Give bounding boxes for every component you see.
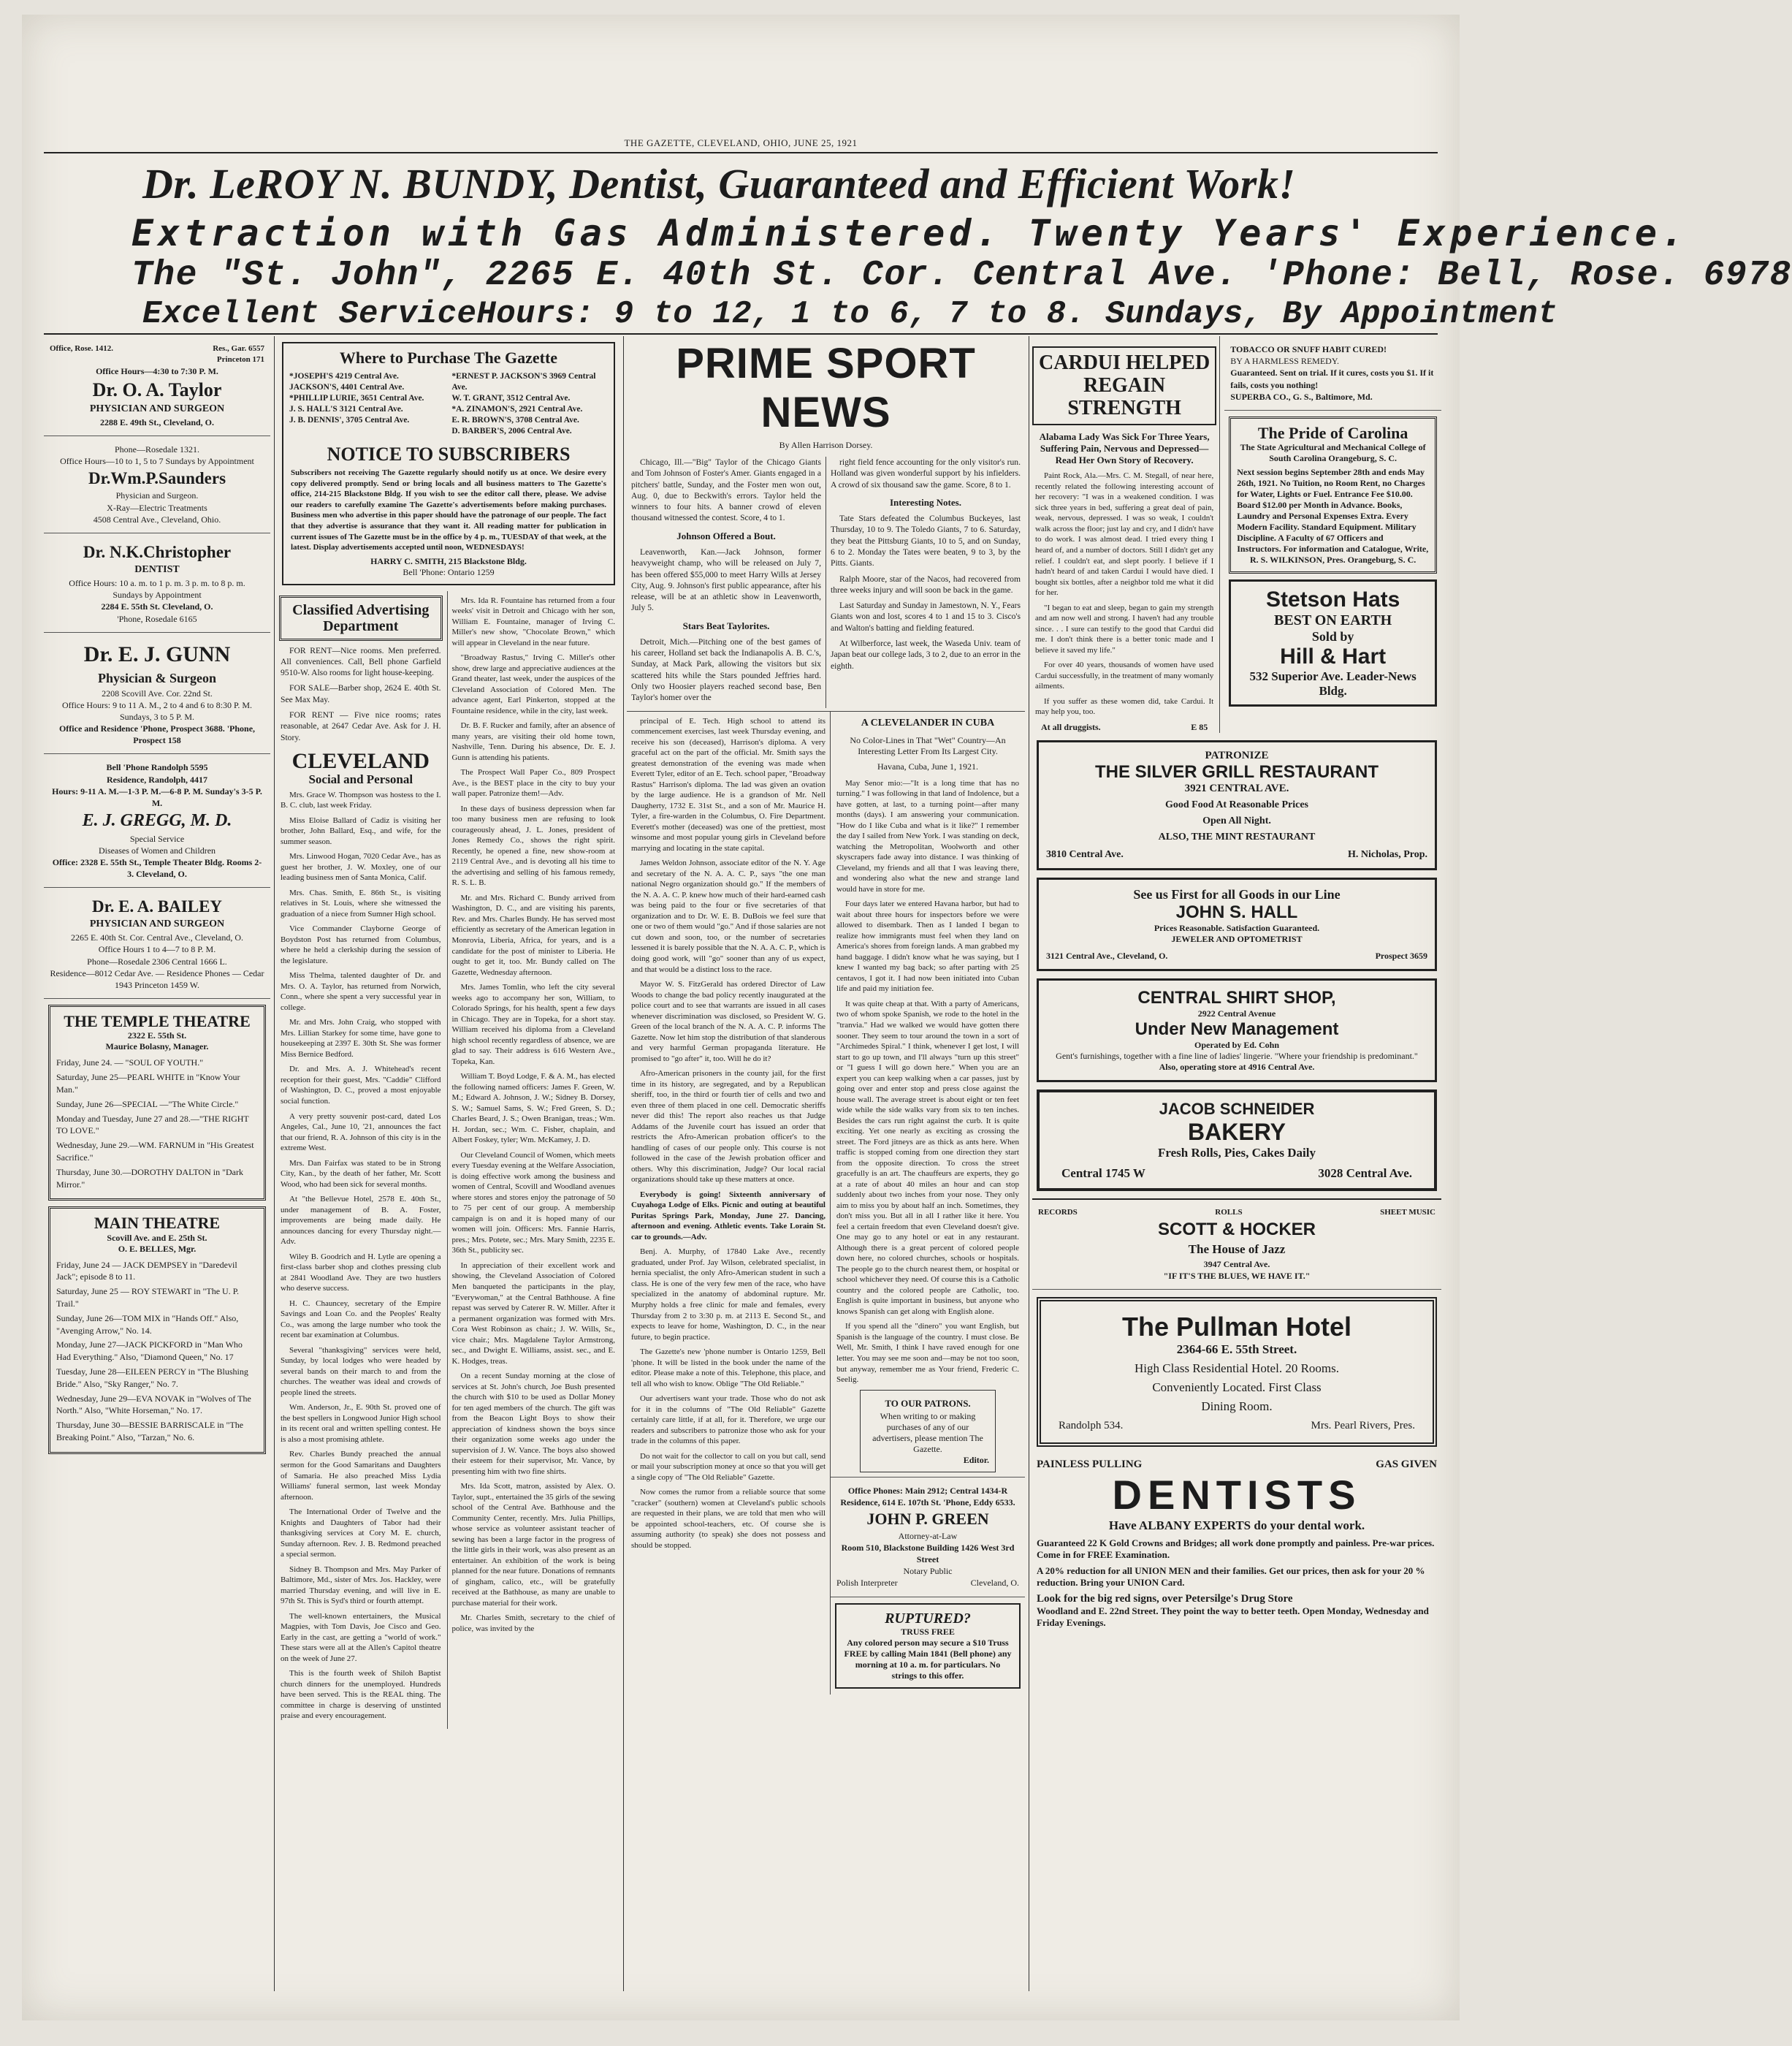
gunn-phone: Office and Residence 'Phone, Prospect 3688. 'Phone, Prospect 158 bbox=[58, 723, 256, 746]
stetson-title: Stetson Hats bbox=[1265, 587, 1400, 612]
social-item: On a recent Sunday morning at the close of services at St. John's church, Joe Bush presented the church with $10 to be used as Dollar Money for ten aged members of the church. The gift was from the Beacon Light Boys to show their appreciation of kindness shown the boys since their organization some weeks ago under the supervision of J. W. Vance. The boys also showed their esteem for their supervisor, Mr. Vance, by presenting him with two fine shirts. bbox=[451, 1372, 615, 1476]
shirt-l2: Operated by Ed. Cohn bbox=[1194, 1039, 1280, 1050]
taylor-title: PHYSICIAN AND SURGEON bbox=[89, 403, 225, 414]
vendor-item: JACKSON'S, 4401 Central Ave. bbox=[289, 383, 405, 392]
bailey-name: Dr. E. A. BAILEY bbox=[91, 897, 223, 916]
ad-silver-grill bbox=[1037, 740, 1437, 870]
column-2 bbox=[278, 336, 619, 1991]
dentists-title: DENTISTS bbox=[1112, 1472, 1362, 1518]
cardui-paragraph: For over 40 years, thousands of women have used Cardui successfully, in the treatment of many womanly ailments. bbox=[1035, 661, 1214, 691]
taylor-hours: Office Hours—4:30 to 7:30 P. M. bbox=[96, 365, 218, 376]
social-item: In appreciation of their excellent work and showing, the Cleveland Association of Colored Men banqueted the participants in the play, "Everywoman," at the Central Bathhouse. A fine repast was served by Caterer R. W. Miller. After it a permanent organization was formed with Mrs. Cora West Robinson as chair.; J. W. Wills, Sr., vice chair.; Mrs. Magdalene Taylor Armstrong, sec., and Dwight E. Williams, assist. sec., and E. K. Hodges, treas. bbox=[451, 1260, 615, 1366]
silver-left: 3810 Central Ave. bbox=[1046, 848, 1124, 860]
taylor-res: Res., Gar. 6557 bbox=[213, 344, 264, 353]
gunn-hours: Office Hours: 9 to 11 A. M., 2 to 4 and 6 to 8:30 P. M. Sundays, 3 to 5 P. M. bbox=[62, 699, 252, 722]
ad-gunn bbox=[44, 633, 270, 755]
green-title: Attorney-at-Law bbox=[898, 1530, 958, 1541]
tobacco-title: TOBACCO OR SNUFF HABIT CURED! bbox=[1230, 344, 1387, 354]
ad-christopher bbox=[44, 533, 270, 633]
classified-ad: FOR RENT—Nice rooms. Men preferred. All conveniences. Call, Bell phone Garfield 9510-W. Also rooms for light house-keeping. bbox=[281, 645, 441, 678]
where-to-purchase bbox=[282, 342, 615, 585]
silver-l2: Open All Night. bbox=[1202, 815, 1271, 826]
cardui-code: E 85 bbox=[1191, 721, 1208, 732]
gunn-addr: 2208 Scovill Ave. Cor. 22nd St. bbox=[102, 688, 213, 699]
ad-tobacco bbox=[1224, 336, 1441, 411]
stetson-l4: Hill & Hart bbox=[1280, 644, 1387, 669]
saunders-addr: 4508 Central Ave., Cleveland, Ohio. bbox=[93, 514, 221, 525]
cardui-paragraph: If you suffer as these women did, take Cardui. It may help you, too. bbox=[1035, 696, 1214, 717]
column-divider bbox=[274, 336, 275, 1991]
vendor-item: W. T. GRANT, 3512 Central Ave. bbox=[451, 394, 571, 403]
green-phones: Office Phones: Main 2912; Central 1434-R Residence, 614 E. 107th St. 'Phone, Eddy 6533. bbox=[840, 1485, 1015, 1507]
bailey-hours: Office Hours 1 to 4—7 to 8 P. M. bbox=[98, 944, 216, 955]
vendor-item: *PHILLIP LURIE, 3651 Central Ave. bbox=[289, 394, 424, 403]
bakery-l2: Fresh Rolls, Pies, Cakes Daily bbox=[1158, 1145, 1316, 1160]
column-divider bbox=[623, 336, 624, 1991]
classified-ad: FOR SALE—Barber shop, 2624 E. 40th St. See Max May. bbox=[281, 683, 441, 704]
social-item: The International Order of Twelve and the Knights and Daughters of Tabor had their thanksgiving services at Cory M. E. church, Sunday afternoon. Rev. J. B. Redmond preached a special sermon. bbox=[281, 1507, 441, 1559]
hall-l1: See us First for all Goods in our Line bbox=[1133, 886, 1341, 902]
temple-addr: 2322 E. 55th St. bbox=[127, 1030, 187, 1041]
bailey-addr: 2265 E. 40th St. Cor. Central Ave., Cleveland, O. bbox=[70, 932, 244, 943]
social-item: Mrs. Dan Fairfax was stated to be in Strong City, Kan., by the death of her father, Mr. Scott Wood, who had been sick for several months. bbox=[281, 1158, 441, 1189]
main-addr: Scovill Ave. and E. 25th St. bbox=[107, 1232, 207, 1243]
sport-item: Last Saturday and Sunday in Jamestown, N. Y., Fears Giants won and lost, scores 4 to 1 and 15 to 3. Cisco's and Walton's batting and fielding featured. bbox=[831, 601, 1021, 633]
silver-right: H. Nicholas, Prop. bbox=[1347, 848, 1427, 860]
column-3 bbox=[448, 591, 619, 1729]
shirt-l3: Gent's furnishings, together with a fine line of ladies' lingerie. "Where your friendship is predominant." bbox=[1056, 1050, 1418, 1061]
cuba-paragraph: It was quite cheap at that. With a party of Americans, two of whom spoke Spanish, we rode to the hotel in the "tranvia." Had we walked we would have gotten there sooner. They seem to tour around the town in a sort of "Archimedes Spiral." I think, whenever I get lost, I will start to go up town, and I'll always "turn up this street" or "I guess I will go down here." When you are an expert you can keep walking when a car passes, just by going over and enter stop and press close against the house wall. The average street is about eight or ten feet wide while the side walks vary from six to ten inches. Besides the cars run right against the curb. It is quite exciting. Yet one nearly as exciting as crossing the street. The Ford jitneys are as thick as ants here. When traffic is stopped coming from one direction they start from the opposite direction. To cross the street gracefully is an art. The chauffeurs are experts, they go at a rate of about 40 miles an hour and can stop suddenly about two inches from your nose. They only aim to miss you by about half an inch. Sometimes, they don't miss you. But all in all I rather like it here. You feel a certain freedom that even Cleveland doesn't give. One may go to any hotel or eat in any restaurant. Although there is a great percent of colored people down here, no colored churches, schools or hospitals. The people go to the church nearest them, or hospital or school whichever they need. Of course this is a Catholic country and the colored people are Catholic, too. English is quite important in business, but anyone who knows Spanish can get along with English alone. bbox=[836, 999, 1019, 1316]
pullman-title: The Pullman Hotel bbox=[1121, 1312, 1352, 1342]
main-listing: Monday, June 27—JACK PICKFORD in "Man Who Had Everything." Also, "Diamond Queen," No. 17 bbox=[56, 1339, 243, 1363]
taylor-addr: 2288 E. 49th St., Cleveland, O. bbox=[99, 417, 214, 427]
patrons-text: When writing to or making purchases of any of our advertisers, please mention The Gazette. bbox=[872, 1410, 983, 1454]
social-item: Mrs. Linwood Hogan, 7020 Cedar Ave., has as guest her brother, J. W. Moxley, one of our leading business men of Santa Monica, Calif. bbox=[281, 852, 441, 883]
vendor-item: *JOSEPH'S 4219 Central Ave. bbox=[289, 372, 399, 381]
bakery-left: Central 1745 W bbox=[1061, 1165, 1145, 1180]
banner-line-1: Dr. LeROY N. BUNDY, Dentist, Guaranteed and Efficient Work! bbox=[142, 160, 1296, 208]
vendor-item: D. BARBER'S, 2006 Central Ave. bbox=[451, 426, 572, 436]
social-item: Our Cleveland Council of Women, which meets every Tuesday evening at the Welfare Association, is doing effective work among the business and women of Central, Scovill and Woodland avenues where stores and stores enjoy the patronage of 50 to 75 per cent of our group. A membership campaign is on and it is hoped many of our women will join. Officers: Mrs. Fannie Harris, pres.; Mrs. Potete, sec.; Mrs. Mary Smith, 2235 E. 36th St., publicity sec. bbox=[451, 1150, 615, 1255]
column-4 bbox=[627, 336, 1025, 1991]
cardui-ad bbox=[1032, 336, 1220, 733]
bakery-l1: BAKERY bbox=[1188, 1118, 1286, 1145]
gregg-name: E. J. GREGG, M. D. bbox=[82, 811, 232, 831]
vendor-item: J. S. HALL'S 3121 Central Ave. bbox=[289, 405, 403, 414]
pullman-l2: Conveniently Located. First Class bbox=[1152, 1380, 1322, 1395]
gregg-bell: Bell 'Phone Randolph 5595 bbox=[106, 762, 208, 773]
main-listing: Saturday, June 25 — ROY STEWART in "The U. P. Trail." bbox=[56, 1286, 240, 1309]
social-item: William T. Boyd Lodge, F. & A. M., has elected the following named officers: James F. Green, W. M.; Edward A. Johnson, J. W.; Sidney B. Dorsey, S. W.; Samuel Sams, S. W.; Fred Green, S. D.; Charles Beard, J. S.; Owen Branigan, treas.; Wm. H. Jordan, sec.; Wm. C. Fisher, chaplain, and Albert Foskey, tyler; Wm. McKamey, J. D. bbox=[451, 1072, 615, 1145]
rupture-text: Any colored person may secure a $10 Truss FREE by calling Main 1841 (Bell phone) any morning at 10 a. m. for particulars. No strings to this offer. bbox=[844, 1637, 1012, 1681]
saunders-xray: X-Ray—Electric Treatments bbox=[107, 502, 207, 513]
temple-listing: Monday and Tuesday, June 27 and 28.—"THE RIGHT TO LOVE." bbox=[56, 1113, 249, 1136]
sport-subhead: Stars Beat Taylorites. bbox=[682, 620, 770, 631]
news-item: Do not wait for the collector to call on you but call, send or mail your subscription money at once so that you will get a single copy of "The Old Reliable" Gazette. bbox=[631, 1451, 826, 1482]
social-item: Vice Commander Clayborne George of Boydston Post has returned from Columbus, where he held a clerkship during the session of the legislature. bbox=[281, 924, 441, 965]
scott-top-left: RECORDS bbox=[1038, 1207, 1078, 1217]
gunn-title: Physician & Surgeon bbox=[97, 671, 217, 686]
social-item: "Broadway Rastus," Irving C. Miller's other show, drew large and appreciative audiences at the Grand theater, last week, under the auspices of the Cleveland Association of Colored Men. The advance agent, Earl Pinkerton, stopped at the Fountaine residence, while in the city, last week. bbox=[451, 653, 615, 715]
pullman-l1: High Class Residential Hotel. 20 Rooms. bbox=[1134, 1361, 1340, 1376]
tobacco-sign: SUPERBA CO., G. S., Baltimore, Md. bbox=[1230, 391, 1373, 402]
newspaper-page bbox=[22, 15, 1792, 2020]
shirt-l1: Under New Management bbox=[1135, 1019, 1339, 1039]
bakery-title: JACOB SCHNEIDER bbox=[1159, 1099, 1315, 1118]
taylor-name: Dr. O. A. Taylor bbox=[92, 379, 222, 400]
social-item: Wiley B. Goodrich and H. Lytle are opening a first-class barber shop and clothes pressing club at 2841 Woodland Ave. They are two hustlers who deserve success. bbox=[281, 1252, 441, 1293]
vendor-item: *A. ZINAMON'S, 2921 Central Ave. bbox=[451, 405, 583, 414]
ad-pullman-hotel bbox=[1037, 1297, 1437, 1447]
scott-l2: 3947 Central Ave. bbox=[1203, 1258, 1270, 1269]
hall-right: Prospect 3659 bbox=[1375, 950, 1427, 961]
carolina-sub: The State Agricultural and Mechanical College of South Carolina Orangeburg, S. C. bbox=[1240, 442, 1426, 464]
classified-ad: FOR RENT — Five nice rooms; rates reasonable, at 2647 Cedar Ave. Ask for J. H. Story. bbox=[281, 710, 441, 742]
sport-item: At Wilberforce, last week, the Waseda Univ. team of Japan beat our college lads, 3 to 2, due to an error in the eighth. bbox=[831, 639, 1021, 671]
banner-line-2: Extraction with Gas Administered. Twenty Years' Experience. bbox=[131, 212, 1688, 254]
ad-bakery bbox=[1037, 1089, 1437, 1191]
ad-stetson bbox=[1229, 579, 1437, 707]
rupture-title: RUPTURED? bbox=[885, 1610, 971, 1627]
main-listing: Sunday, June 26—TOM MIX in "Hands Off." Also, "Avenging Arrow," No. 14. bbox=[56, 1312, 239, 1336]
gregg-title: Special Service bbox=[129, 833, 185, 844]
classified-title: Classified Advertising Department bbox=[292, 601, 430, 634]
dentists-right: GAS GIVEN bbox=[1376, 1459, 1437, 1471]
temple-listing: Thursday, June 30.—DOROTHY DALTON in "Dark Mirror." bbox=[56, 1166, 243, 1190]
stetson-l5: 532 Superior Ave. Leader-News Bldg. bbox=[1249, 669, 1417, 699]
cardui-title: CARDUI HELPED REGAIN STRENGTH bbox=[1032, 346, 1216, 425]
ad-gregg bbox=[44, 754, 270, 888]
scott-l3: "IF IT'S THE BLUES, WE HAVE IT." bbox=[1163, 1271, 1311, 1282]
sport-item: Ralph Moore, star of the Nacos, had recovered from three weeks injury and will soon be back in the game. bbox=[831, 574, 1021, 595]
sport-byline: By Allen Harrison Dorsey. bbox=[779, 440, 873, 450]
social-item: Mrs. Chas. Smith, E. 86th St., is visiting relatives in St. Louis, where she witnessed the graduation of a niece from Sumner High school. bbox=[281, 888, 441, 919]
classified-header bbox=[279, 596, 443, 641]
ad-dentists bbox=[1032, 1454, 1441, 1633]
ad-saunders bbox=[44, 436, 270, 533]
stetson-l3: Sold by bbox=[1311, 629, 1354, 644]
cuba-title: A CLEVELANDER IN CUBA bbox=[861, 717, 995, 729]
vendor-item: J. B. DENNIS', 3705 Central Ave. bbox=[289, 415, 410, 425]
christopher-title: DENTIST bbox=[134, 564, 180, 576]
notice-phone: Bell 'Phone: Ontario 1259 bbox=[403, 566, 495, 577]
dentists-l1: Have ALBANY EXPERTS do your dental work. bbox=[1108, 1518, 1365, 1533]
silver-title: THE SILVER GRILL RESTAURANT bbox=[1094, 761, 1379, 782]
patrons-sign: Editor. bbox=[963, 1454, 989, 1465]
hall-title: JOHN S. HALL bbox=[1175, 902, 1298, 922]
dentists-l5: Woodland and E. 22nd Street. They point the way to better teeth. Open Monday, Wednesday and Friday Evenings. bbox=[1037, 1605, 1429, 1629]
vendor-item: *ERNEST P. JACKSON'S 3969 Central Ave. bbox=[451, 372, 596, 392]
gregg-res: Residence, Randolph, 4417 bbox=[106, 774, 208, 785]
dentists-l2: Guaranteed 22 K Gold Crowns and Bridges; all work done promptly and painless. Pre-war prices. Come in for FREE Examination. bbox=[1037, 1537, 1435, 1561]
ad-taylor bbox=[44, 336, 270, 436]
cleveland-subtitle: Social and Personal bbox=[308, 772, 413, 786]
news-item: James Weldon Johnson, associate editor of the N. Y. Age and secretary of the N. A. A. C. P., says "the one man national Negro organization should go." If the members of the N. A. A. C. P. knew how much of their hard-earned cash was being paid to the four or five secretaries of that organization and to Dr. W. E. B. DuBois we feel sure that one or two of them would "go." And if those salaries are not cut down and soon, too, or the number of secretaries lessened it is barely possible that the N. A. A. C. P., which is doing good work, will "go" sooner than any of us expect, and that would be a distinct loss to the race. bbox=[631, 859, 826, 974]
ad-green bbox=[831, 1477, 1025, 1597]
banner-line-4: Excellent ServiceHours: 9 to 12, 1 to 6, 7 to 8. Sundays, By Appointment bbox=[142, 296, 1558, 332]
pullman-right: Mrs. Pearl Rivers, Pres. bbox=[1311, 1420, 1415, 1432]
column-1 bbox=[44, 336, 270, 1991]
ad-rupture bbox=[835, 1603, 1021, 1689]
social-item: Mrs. James Tomlin, who left the city several weeks ago to accompany her son, William, to Colorado Springs, for his health, spent a few days in Chicago. They are in Topeka, for a short stay. William received his diploma from a Cleveland high school recently regardless of absence, we are glad to say. Their address is 616 Western Ave., Topeka, Kan. bbox=[451, 983, 615, 1066]
christopher-addr: 2284 E. 55th St. Cleveland, O. bbox=[101, 601, 213, 612]
christopher-sundays: Sundays by Appointment bbox=[113, 590, 202, 601]
news-item: principal of E. Tech. High school to attend its commencement exercises, last week Thursday evening, and receive his son (deceased), Harrison's diploma. A very graceful act on the part of the official. Mr. Smith says the greatest demonstration of the evening was made when Everett Tyler, editor of an E. Tech. school paper, "Broadway Rastus" Harrison's diploma. The lad was given an ovation by the large audience. He is a grandson of Mr. Nell Daugherty, 1732 E. 31st St., and a son of Mr. Maurice H. Tyler, a fire-warden in the Columbus, O. Fire Department. Everett's mother (deceased) was one of the prettiest, most winsome and most popular young girls in Cleveland before marrying and locating in the state capital. bbox=[631, 716, 826, 853]
news-item: Afro-American prisoners in the county jail, for the first time in its history, are segregated, and by a Republican sheriff, too, in the third or fourth tier of cells and two and even three of them placed in one cell. Democratic sheriffs never did this! The report also reaches us that Judge Addams of the Juvenile court has issued an order that restricts the Afro-American probation officer's to the handling of cases of our people only. This course is not followed in the case of the Jewish probation officer and others. Why this discrimination, Judge? Our local racial organizations should take up these matters at once. bbox=[631, 1069, 826, 1184]
to-our-patrons bbox=[860, 1390, 996, 1472]
hall-l2: Prices Reasonable. Satisfaction Guaranteed. bbox=[1154, 922, 1320, 933]
gregg-hours: Hours: 9-11 A. M.—1-3 P. M.—6-8 P. M. Sunday's 3-5 P. M. bbox=[52, 786, 262, 809]
ad-temple-theatre bbox=[48, 1005, 266, 1201]
hall-left: 3121 Central Ave., Cleveland, O. bbox=[1046, 950, 1168, 961]
scott-title: SCOTT & HOCKER bbox=[1158, 1219, 1316, 1239]
temple-title: THE TEMPLE THEATRE bbox=[64, 1012, 251, 1031]
header-rule bbox=[44, 152, 1438, 153]
bailey-title: PHYSICIAN AND SURGEON bbox=[89, 919, 225, 930]
scott-top-right: SHEET MUSIC bbox=[1380, 1207, 1435, 1217]
cuba-paragraph: Four days later we entered Havana harbor, but had to wait about three hours for inspectors before we were allowed to disembark. Then as I landed I began to realize how immigrants must feel when they land on America's shores from foreign lands. A man grabbed my hand baggage. I didn't know what he was saying, but I knew I wanted my bag back; so after parting with 25 centavos, I got it. I had now been initiated into Cuban life and paid my initiation fee. bbox=[836, 900, 1019, 994]
cuba-subtitle: No Color-Lines in That "Wet" Country—An Interesting Letter From Its Largest City. bbox=[850, 734, 1006, 756]
green-city: Cleveland, O. bbox=[970, 1578, 1019, 1589]
cardui-paragraph: "I began to eat and sleep, began to gain my strength and am now well and strong. I haven't had any trouble since. . . I sure can testify to the good that Cardui did me. I don't think there is a better tonic made and I believe it saved my life." bbox=[1035, 603, 1214, 655]
notice-text: Subscribers not receiving The Gazette regularly should notify us at once. We desire every copy delivered promptly. Send or bring locals and all business matters to The Gazette's office, 214-215 Blackstone Bldg. If you wish to see the editor call there, please. We advise our readers to carefully examine The Gazette's advertisements before making purchases. Business men who advertise in this paper should have the patronage of our people. The fact that they advertise is assurance that they want it. All reading matter for publication in current issues of The Gazette must be in the office by 4 p. m., TUESDAY of that week, at the latest. Display advertisements accepted until noon, WEDNESDAYS! bbox=[291, 468, 606, 552]
main-listing: Wednesday, June 29—EVA NOVAK in "Wolves of The North." Also, "White Horseman," No. 17. bbox=[56, 1393, 251, 1416]
column-6 bbox=[1032, 336, 1441, 1991]
cuba-date: Havana, Cuba, June 1, 1921. bbox=[877, 761, 978, 772]
sport-subhead: Interesting Notes. bbox=[890, 496, 961, 508]
cardui-paragraph: Paint Rock, Ala.—Mrs. C. M. Stegall, of near here, recently related the following interesting account of her recovery: "I was in a weakened condition. I was sick three years in bed, suffering a great deal of pain, weak, nervous, depressed. I was so weak, I couldn't walk across the floor; just lay and cry, and I didn't have to do work. I was almost dead. I tried every thing I heard of, and a number of doctors. Still I didn't get any relief. I couldn't eat, and slept poorly. I believe if I hadn't heard of and taken Cardui I would have died. I bought six bottles, after a neighbor told me what it did for her. bbox=[1035, 471, 1214, 598]
gunn-name: Dr. E. J. GUNN bbox=[83, 642, 231, 666]
social-item: Mrs. Ida Scott, matron, assisted by Alex. O. Taylor, supt., entertained the 35 girls of the sewing school of the Central Ave. Bathhouse and the Community Center, recently. Mrs. Julia Phillips, whose service as volunteer assistant teacher of sewing has been a large factor in the progress of the little girls in their work, was also present as an entertainer. An exhibition of the work is being planned for the near future. Donations of remnants of gingham, calico, etc., will be gratefully received at the Bathhouse, as many are unable to purchase material for their work. bbox=[451, 1482, 615, 1608]
shirt-l4: Also, operating store at 4916 Central Ave. bbox=[1159, 1061, 1315, 1072]
ad-central-shirt-shop bbox=[1037, 978, 1437, 1082]
temple-listing: Sunday, June 26—SPECIAL —"The White Circle." bbox=[56, 1098, 239, 1109]
social-item: Rev. Charles Bundy preached the annual sermon for the Good Samaritans and Daughters of Samaria. He also preached Miss Lydia Williams' funeral sermon, last week Monday afternoon. bbox=[281, 1450, 441, 1502]
tobacco-text: Guaranteed. Sent on trial. If it cures, costs you $1. If it fails, costs you nothing! bbox=[1230, 368, 1434, 390]
notice-sign: HARRY C. SMITH, 215 Blackstone Bldg. bbox=[370, 555, 527, 566]
news-item: Our advertisers want your trade. Those who do not ask for it in the columns of "The Old Reliable" Gazette certainly care little, if at all, for it. Therefore, we urge our readers and subscribers to patronize those who ask for your trade in the columns of this paper. bbox=[631, 1394, 826, 1446]
where-title: Where to Purchase The Gazette bbox=[339, 349, 558, 367]
green-name: JOHN P. GREEN bbox=[866, 1509, 989, 1528]
social-item: In these days of business depression when far too many business men are refusing to look courageously ahead, J. L. Jones, president of Jones Remedy Co., shows the right spirit. Recently, he opened a fine, new show-room at 2119 Central Ave., and is devoting all his time to the advertising and selling of his famous remedy, R. S. L. B. bbox=[451, 804, 615, 888]
silver-l3: ALSO, THE MINT RESTAURANT bbox=[1158, 831, 1316, 843]
main-mgr: O. E. BELLES, Mgr. bbox=[118, 1243, 197, 1254]
green-polish: Polish Interpreter bbox=[836, 1578, 898, 1589]
temple-listing: Friday, June 24. — "SOUL OF YOUTH." bbox=[56, 1057, 204, 1068]
main-title: MAIN THEATRE bbox=[94, 1214, 221, 1233]
shirt-title: CENTRAL SHIRT SHOP, bbox=[1137, 987, 1336, 1008]
pullman-left: Randolph 534. bbox=[1059, 1420, 1124, 1432]
cleveland-title: CLEVELAND bbox=[291, 748, 430, 773]
carolina-title: The Pride of Carolina bbox=[1257, 423, 1408, 442]
banner-line-3: The "St. John", 2265 E. 40th St. Cor. Central Ave. 'Phone: Bell, Rose. 6978 bbox=[131, 256, 1792, 295]
green-room: Room 510, Blackstone Building 1426 West 3rd Street bbox=[841, 1542, 1015, 1564]
social-item: The Prospect Wall Paper Co., 809 Prospect Ave., is the BEST place in the city to buy your wall paper. Patronize them!—Adv. bbox=[451, 768, 615, 799]
scott-top-mid: ROLLS bbox=[1215, 1207, 1243, 1217]
news-item: Benj. A. Murphy, of 17840 Lake Ave., recently graduated, under Prof. Jay Wilson, celebrated specialist, in hernia specialist, the only Afro-American student in such a class. He is one of the very few men of the race, who have specialized in the anatomy of abdominal rupture. Mr. Murphy holds a free clinic for male and females, every Thursday from 2 to 3:30 p. m. at 2113 E. Second St., and expects to leave for home, Washington, D. C., in the near future, to begin practice. bbox=[631, 1247, 826, 1342]
social-item: Sidney B. Thompson and Mrs. May Parker of Baltimore, Md., sister of Mrs. Jos. Hackley, were married Thursday evening, and will live in E. 97th St. This is Syd's third or fourth attempt. bbox=[281, 1564, 441, 1606]
temple-mgr: Maurice Bolasny, Manager. bbox=[105, 1041, 209, 1052]
green-notary: Notary Public bbox=[903, 1566, 953, 1577]
christopher-name: Dr. N.K.Christopher bbox=[83, 543, 232, 562]
ad-john-hall bbox=[1037, 878, 1437, 971]
social-item: Wm. Anderson, Jr., E. 90th St. proved one of the best spellers in Longwood Junior High school in its recent oral and written spelling contest. He is also a most promising athlete. bbox=[281, 1403, 441, 1444]
cardui-subtitle: Alabama Lady Was Sick For Three Years, Suffering Pain, Nervous and Depressed—Read Her Own Story of Recovery. bbox=[1039, 431, 1210, 466]
social-item: Mr. and Mrs. John Craig, who stopped with Mrs. Lillian Starkey for some time, have gone to housekeeping at 2397 E. 30th St. She was former Miss Bernice Bedford. bbox=[281, 1018, 441, 1059]
carolina-text: Next session begins September 28th and ends May 26th, 1921. No Tuition, no Room Rent, no Charges for Water, Lights or Fuel. Entrance Fee $10.00. Board $12.00 per Month in Advance. Books, Laundry and Personal Expenses Extra. Every Modern Facility. Standard Equipment. Military Discipline. A Faculty of 67 Officers and Instructors. For information and Catalogue, Write, bbox=[1237, 467, 1429, 555]
main-listing: Friday, June 24 — JACK DEMPSEY in "Daredevil Jack"; episode 8 to 11. bbox=[56, 1259, 237, 1282]
social-item: The well-known entertainers, the Musical Magpies, with Tom Davis, Joe Cisco and Geo. Early in the cast, are getting a "world of work." These stars were all at the Allen's Capitol theatre on the week of June 27. bbox=[281, 1611, 441, 1663]
social-item: H. C. Chauncey, secretary of the Empire Savings and Loan Co. and the Peoples' Realty Co., was among the large number who took the recent bar examination at Columbus. bbox=[281, 1298, 441, 1340]
social-item: Mrs. Grace W. Thompson was hostess to the I. B. C. club, last week Friday. bbox=[281, 790, 441, 810]
social-item: At "the Bellevue Hotel, 2578 E. 40th St., under management of B. A. Foster, improvements are being made daily. He announces dancing for every Thursday night.—Adv. bbox=[281, 1195, 441, 1247]
news-item: Everybody is going! Sixteenth anniversary of Cuyahoga Lodge of Elks. Picnic and outing at beautiful Puritas Springs Park, Monday, June 27. Dancing, afternoon and evening. Athletic events. Take Lorain St. car to grounds.—Adv. bbox=[631, 1190, 826, 1241]
cuba-paragraph: May Senor mio:—"It is a long time that has no turning." I was following in that land of Indolence, but a have gotten, at last, to a turning point—after many months (days). I am answering your communication. "How do I like Cuba and what is it like?" I remember the day I sailed from New York. I was standing on deck, watching the Metropolitan, Woolworth and other skyscrapers fade away into distance. I was thinking of Cleveland, my friends and all that I was leaving there, and wondering also what the new and strange land would have in store for me. bbox=[836, 778, 1019, 894]
banner-rule bbox=[44, 333, 1438, 335]
sport-item: Detroit, Mich.—Pitching one of the best games of his career, Holland set back the Indianapolis A. B. C.'s, Sunday, at Mack Park, allowing the visitors but six scattered hits while the Stars pounded Jeffries hard. Only two Hoosier players reached second base, Ben Taylor's homer over the bbox=[631, 636, 821, 703]
tobacco-sub: BY A HARMLESS REMEDY. bbox=[1230, 356, 1339, 367]
ad-carolina bbox=[1229, 417, 1437, 574]
saunders-hours: Office Hours—10 to 1, 5 to 7 Sundays by Appointment bbox=[60, 456, 254, 467]
christopher-phone: 'Phone, Rosedale 6165 bbox=[117, 613, 197, 624]
sport-subhead: Johnson Offered a Bout. bbox=[676, 530, 776, 541]
scott-l1: The House of Jazz bbox=[1188, 1241, 1286, 1256]
patrons-title: TO OUR PATRONS. bbox=[885, 1397, 971, 1409]
dateline: THE GAZETTE, CLEVELAND, OHIO, JUNE 25, 1921 bbox=[624, 137, 858, 148]
ad-scott-hocker bbox=[1032, 1198, 1441, 1290]
rupture-sub: TRUSS FREE bbox=[901, 1626, 955, 1637]
cuba-paragraph: If you spend all the "dinero" you want English, but Spanish is the language of the country. I must close. Be Well, Mr. Smith, I think I have raved enough for one letter. You may see me soon and—may be not too soon, but anyway, remember me as Your friend, Frederic C. Seelig. bbox=[836, 1322, 1019, 1385]
stetson-l2: BEST ON EARTH bbox=[1274, 612, 1392, 629]
news-item: Now comes the rumor from a reliable source that some "cracker" (southern) women at Cleveland's public schools are requested in their plans, we are told that men who will be appointed school-teachers, etc. Of course she is assuming authority (to speak) she does not possess and should be stopped. bbox=[631, 1488, 826, 1550]
social-item: A very pretty souvenir post-card, dated Los Angeles, Cal., June 10, '21, announces the fact that our friend, R. A. Johnson of this city is in the extreme West. bbox=[281, 1111, 441, 1153]
bailey-phone: Phone—Rosedale 2306 Central 1666 L. bbox=[87, 956, 227, 967]
sport-item: Chicago, Ill.—"Big" Taylor of the Chicago Giants and Tom Johnson of Foster's Amer. Giants engaged in a pitchers' battle, Sunday, and the Foster men won out, Aug. 0, due to Beckwith's errors. Taylor held the winners to four hits. A banner crowd of eleven thousand witnessed the contest. Score, 4 to 1. bbox=[631, 457, 821, 523]
social-item: Mrs. Ida R. Fountaine has returned from a four weeks' visit in Detroit and Chicago with her son, William E. Fountaine, manager of Irving C. Miller's new show, "Chocolate Brown," which will appear in Cleveland in the near future. bbox=[451, 596, 615, 647]
vendor-item: E. R. BROWN'S, 3708 Central Ave. bbox=[451, 415, 579, 425]
silver-l1: Good Food At Reasonable Prices bbox=[1165, 799, 1308, 810]
bakery-right: 3028 Central Ave. bbox=[1318, 1165, 1412, 1180]
carolina-sign: R. S. WILKINSON, Pres. Orangeburg, S. C. bbox=[1250, 555, 1417, 566]
social-item: Mr. and Mrs. Richard C. Bundy arrived from Washington, D. C., and are visiting his parents, Rev. and Mrs. Charles Bundy. He has served most efficiently as secretary of the American legation in Monrovia, Liberia, Africa, for years, and is a candidate for the post of minister to Liberia. He ought to get it, too. Mr. Bundy called on The Gazette, Wednesday afternoon. bbox=[451, 893, 615, 977]
dentists-left: PAINLESS PULLING bbox=[1037, 1459, 1143, 1471]
pullman-l3: Dining Room. bbox=[1201, 1399, 1273, 1414]
christopher-hours: Office Hours: 10 a. m. to 1 p. m. 3 p. m. to 8 p. m. bbox=[69, 577, 245, 588]
notice-title: NOTICE TO SUBSCRIBERS bbox=[327, 443, 571, 465]
saunders-name: Dr.Wm.P.Saunders bbox=[88, 469, 226, 488]
pullman-addr: 2364-66 E. 55th Street. bbox=[1176, 1342, 1297, 1357]
gregg-spec: Diseases of Women and Children bbox=[98, 845, 216, 856]
hall-l3: JEWELER AND OPTOMETRIST bbox=[1171, 933, 1303, 944]
sport-item: right field fence accounting for the only visitor's run. Holland was given wonderful support by his infielders. A crowd of six thousand saw the game. Score, 8 to 1. bbox=[831, 457, 1021, 490]
bailey-res: Residence—8012 Cedar Ave. — Residence Phones — Cedar 1943 Princeton 1459 W. bbox=[50, 967, 264, 991]
social-item: Mr. Charles Smith, secretary to the chief of police, was invited by the bbox=[451, 1613, 615, 1633]
silver-pre: PATRONIZE bbox=[1205, 749, 1269, 761]
ad-bailey bbox=[44, 888, 270, 999]
social-item: Miss Eloise Ballard of Cadiz is visiting her brother, John Ballard, Esq., and wife, for the summer season. bbox=[281, 815, 441, 846]
temple-listing: Saturday, June 25—PEARL WHITE in "Know Your Man." bbox=[56, 1072, 240, 1095]
column-5 bbox=[830, 712, 1025, 1695]
sport-news-title: PRIME SPORT NEWS bbox=[676, 340, 976, 436]
dentists-l3: A 20% reduction for all UNION MEN and their families. Get our prices, then ask for your 20 % reduction. Bring your UNION Card. bbox=[1037, 1565, 1425, 1589]
cardui-footer: At all druggists. bbox=[1041, 721, 1101, 732]
sport-item: Leavenworth, Kan.—Jack Johnson, former heavyweight champ, who will be released on July 7, has been offered $55,000 to meet Harry Wills at Jersey City, Aug. 9. Johnson's first public appearance, after his release, will be at an athletic show in Leavenworth, July 5. bbox=[631, 547, 821, 613]
shirt-addr: 2922 Central Avenue bbox=[1197, 1008, 1276, 1019]
main-listing: Tuesday, June 28—EILEEN PERCY in "The Blushing Bride." Also, "Sky Ranger," No. 7. bbox=[56, 1366, 248, 1389]
social-item: This is the fourth week of Shiloh Baptist church dinners for the unemployed. Hundreds have been served. This is the REAL thing. The committee in charge is deserving of unstinted praise and every encouragement. bbox=[281, 1669, 441, 1721]
silver-addr: 3921 CENTRAL AVE. bbox=[1184, 782, 1289, 794]
gregg-office: Office: 2328 E. 55th St., Temple Theater Bldg. Rooms 2-3. Cleveland, O. bbox=[52, 856, 262, 880]
taylor-office: Office, Rose. 1412. bbox=[50, 344, 114, 353]
saunders-phone: Phone—Rosedale 1321. bbox=[115, 444, 199, 455]
ad-main-theatre bbox=[48, 1206, 266, 1453]
social-item: Several "thanksgiving" services were held, Sunday, by local lodges who were headed by several bands on their march to and from the churches. The weather was ideal and crowds of people lined the streets. bbox=[281, 1345, 441, 1397]
taylor-princeton: Princeton 171 bbox=[216, 354, 264, 364]
main-listing: Thursday, June 30—BESSIE BARRISCALE in "The Breaking Point." Also, "Tarzan," No. 6. bbox=[56, 1420, 244, 1442]
saunders-title: Physician and Surgeon. bbox=[115, 490, 199, 501]
sport-item: Tate Stars defeated the Columbus Buckeyes, last Thursday, 10 to 9. The Toledo Giants, 7 to 6. Saturday, they beat the Pittsburg Giants, 10 to 5, and on Sunday, 6 to 2. Monday the Tates were beaten, 9 to 3, by the Pitts. Giants. bbox=[831, 514, 1021, 568]
dentists-l4: Look for the big red signs, over Petersilge's Drug Store bbox=[1037, 1593, 1293, 1605]
social-item: Dr. B. F. Rucker and family, after an absence of many years, are visiting their old home town, Nashville, Tenn. During his absence, Dr. E. J. Gunn is attending his patients. bbox=[451, 721, 615, 762]
temple-listing: Wednesday, June 29.—WM. FARNUM in "His Greatest Sacrifice." bbox=[56, 1140, 254, 1163]
news-item: The Gazette's new 'phone number is Ontario 1259, Bell 'phone. It will be listed in the book under the name of the editor. Please make a note of this. Telephone, this place, and tell all who wish to know. Oblige "The Old Reliable." bbox=[631, 1347, 826, 1388]
social-item: Miss Thelma, talented daughter of Dr. and Mrs. O. A. Taylor, has returned from Norwich, Conn., where she spent a very successful year in college. bbox=[281, 971, 441, 1012]
social-item: Dr. and Mrs. A. J. Whitehead's recent reception for their guest, Mrs. "Caddie" Clifford of Washington, D. C., proved a most enjoyable social function. bbox=[281, 1065, 441, 1106]
news-item: Mayor W. S. FitzGerald has ordered Director of Law Woods to change the bad policy recently inaugurated at the police court and to see that warrants are issued in all cases whenever discrimination was disclosed, so President W. G. Green of the local branch of the N. A. A. C. P. informs The Gazette. Now let him stop the distribution of that slanderous and very harmful German propaganda literature. He promised to "go after" it, too. Will he do it? bbox=[631, 980, 826, 1063]
